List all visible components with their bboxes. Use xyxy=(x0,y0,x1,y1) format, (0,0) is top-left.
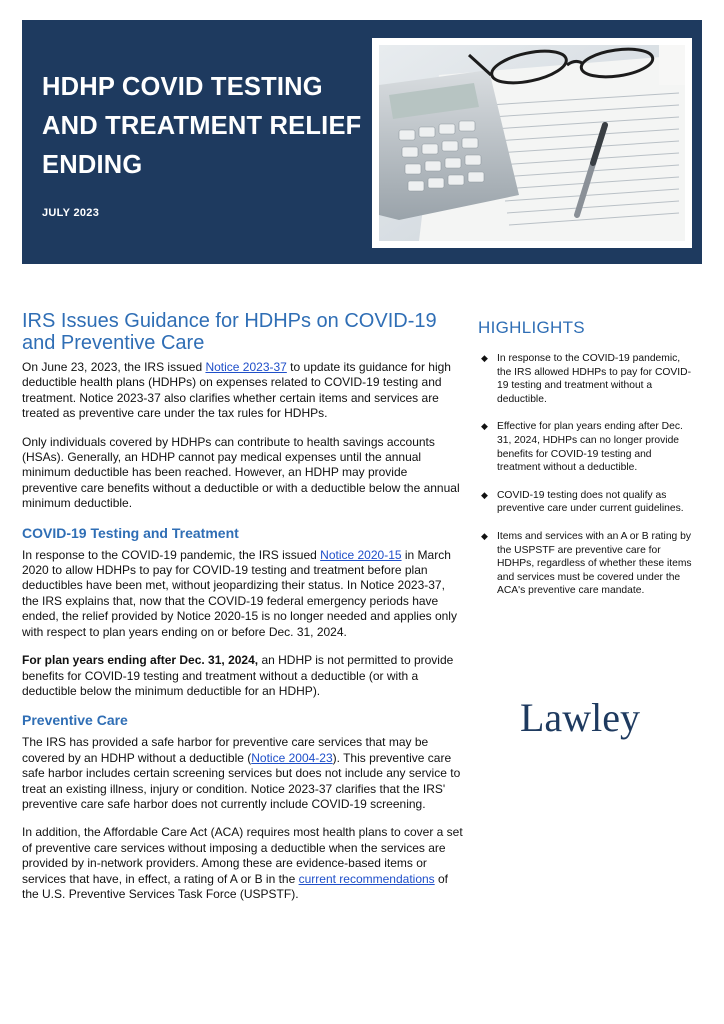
diamond-bullet-icon: ◆ xyxy=(481,353,488,363)
highlight-item: ◆ Items and services with an A or B rating by the USPSTF are preventive care for HDHPs, regardless of whether these items and services must be covered under the ACA's preventive care mandate. xyxy=(481,530,692,597)
diamond-bullet-icon: ◆ xyxy=(481,489,488,500)
calculator-paperwork-image xyxy=(379,45,685,241)
preventive-section-heading: Preventive Care xyxy=(22,712,128,729)
highlights-list xyxy=(478,352,692,598)
main-content xyxy=(22,310,464,915)
document-title: HDHP COVID TESTING AND TREATMENT RELIEF ENDING xyxy=(42,73,362,179)
intro-paragraph-1: On June 23, 2023, the IRS issued Notice 2023-37 to update its guidance for high deductible health plans (HDHPs) on expenses related to COVID-19 testing and treatment. Notice 2023-37 also clarifies whether certain items and services are treated as preventive care under the tax rules for HDHPs. xyxy=(22,360,451,421)
highlight-item: ◆ COVID-19 testing does not qualify as preventive care under current guidelines. xyxy=(481,489,684,515)
highlights-heading: HIGHLIGHTS xyxy=(478,318,585,337)
preventive-paragraph-1: The IRS has provided a safe harbor for preventive care services that may be covered by an HDHP without a deductible (Notice 2004-23). This preventive care safe harbor includes certain screening services but does not include any service to treat an existing illness, injury or condition. Notice 2023-37 clarifies that the IRS' preventive care safe harbor does not currently include COVID-19 screening. xyxy=(22,735,461,811)
diamond-bullet-icon: ◆ xyxy=(481,530,488,541)
notice-2004-23-link[interactable]: Notice 2004-23 xyxy=(251,750,333,765)
header-photo xyxy=(372,38,692,248)
current-recommendations-link[interactable]: current recommendations xyxy=(298,871,435,886)
highlights-sidebar xyxy=(478,318,692,612)
document-date: JULY 2023 xyxy=(42,207,100,219)
main-heading: IRS Issues Guidance for HDHPs on COVID-19 and Preventive Care xyxy=(22,310,437,354)
lawley-logo: Lawley xyxy=(520,695,640,740)
header-banner xyxy=(22,20,702,264)
notice-2020-15-link[interactable]: Notice 2020-15 xyxy=(320,547,402,562)
covid-section-heading: COVID-19 Testing and Treatment xyxy=(22,524,239,541)
highlight-item: ◆ In response to the COVID-19 pandemic, the IRS allowed HDHPs to pay for COVID-19 testing and treatment without a deductible. xyxy=(481,353,691,405)
intro-paragraph-2: Only individuals covered by HDHPs can contribute to health savings accounts (HSAs). Generally, an HDHP cannot pay medical expenses until the annual minimum deductible has been reached. However, an HDHP may provide preventive care benefits without a deductible or with a deductible below the annual minimum deductible. xyxy=(22,434,460,511)
covid-paragraph-2: For plan years ending after Dec. 31, 2024, an HDHP is not permitted to provide benefits for COVID-19 testing and treatment without a deductible (or with a deductible below the minimum deductible for an HDHP). xyxy=(22,653,454,698)
preventive-paragraph-2: In addition, the Affordable Care Act (ACA) requires most health plans to cover a set of preventive care services without imposing a deductible when the services are provided by in-network providers. Among these are evidence-based items or services that have, in effect, a rating of A or B in the current recommendations of the U.S. Preventive Services Task Force (USPSTF). xyxy=(22,825,463,901)
diamond-bullet-icon: ◆ xyxy=(481,421,488,432)
highlight-item: ◆ Effective for plan years ending after Dec. 31, 2024, HDHPs can no longer provide benefits for COVID-19 testing and treatment without a deductible. xyxy=(481,421,683,474)
covid-paragraph-1: In response to the COVID-19 pandemic, the IRS issued Notice 2020-15 in March 2020 to allow HDHPs to pay for COVID-19 testing and treatment before plan deductibles have been met, without jeopardizing their status. In Notice 2023-37, the IRS explains that, now that the COVID-19 federal emergency periods have ended, the relief provided by Notice 2020-15 is no longer needed and applies only with respect to plan years ending on or before Dec. 31, 2024. xyxy=(22,547,457,639)
notice-2023-37-link[interactable]: Notice 2023-37 xyxy=(205,360,287,374)
